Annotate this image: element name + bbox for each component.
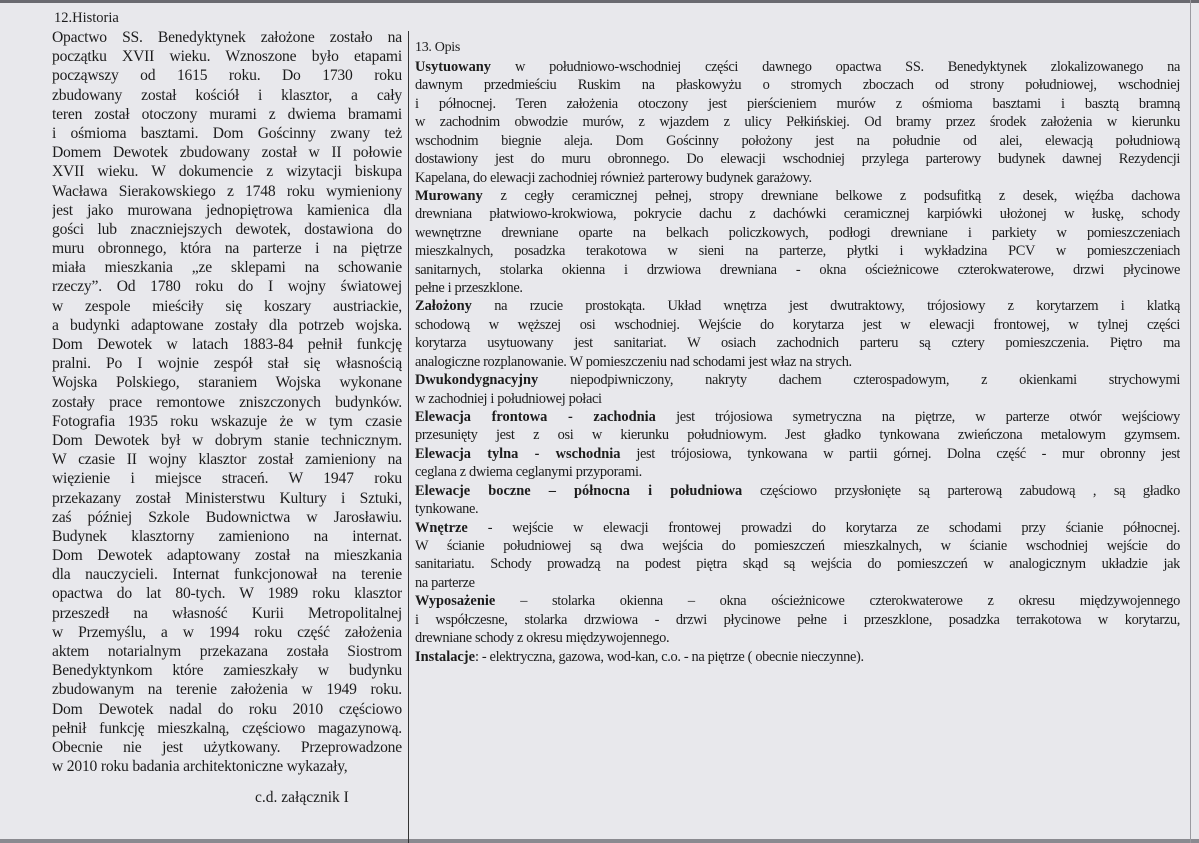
history-line: pralni. Po I wojnie zespół stał się własnością (52, 355, 402, 373)
description-line-text: wewnętrzne drewniane oparte na belkach policzkowych, podłogi drewniane i parkiety w pomieszczeniach (415, 224, 1180, 241)
page-right-border (1190, 0, 1191, 843)
description-line-text: ceglana z dwiema ceglanymi przyporami. (415, 464, 642, 481)
history-line: Wacława Sierakowskiego z 1748 roku wymieniony (52, 182, 402, 200)
description-line-text: - wejście w elewacji frontowej prowadzi do korytarza ze schodami przy ścianie północnej. (467, 519, 1180, 536)
description-line-text: tynkowane. (415, 501, 479, 518)
description-line (415, 334, 1180, 352)
description-line-text: : - elektryczna, gazowa, wod-kan, c.o. - na piętrze ( obecnie nieczynne). (474, 648, 864, 665)
description-line (415, 500, 1180, 518)
history-line: początku XVII wieku. Wznoszone było etapami (52, 48, 402, 66)
description-line (415, 371, 1180, 389)
history-line: dla nauczycieli. Internat funkcjonował na terenie (52, 566, 402, 584)
section-lead-term: Instalacje (415, 648, 475, 665)
description-line-text: z cegły ceramicznej pełnej, stropy drewniane belkowe z podsufitką z desek, więźba dachowa (482, 187, 1180, 204)
history-line: Dom Dewotek adaptowany został na mieszkania (52, 547, 402, 565)
history-line: rzeczy”. Od 1780 roku do I wojny światowej (52, 278, 402, 296)
description-line-text: – stolarka okienna – okna ościeżnicowe czterokwaterowe z okresu międzywojennego (495, 593, 1180, 610)
description-line-text: schodową w węższej osi wschodniej. Wejście do korytarza jest w elewacji frontowej, w tylnej części (415, 316, 1180, 333)
section-lead-term: Założony (415, 298, 472, 315)
description-line (415, 169, 1180, 187)
description-line (415, 353, 1180, 371)
description-line-text: sanitarnych, stolarka okienna i drzwiowa drewniana - okna ościeżnicowe czterokwaterowe, drzwi płycinowe (415, 261, 1180, 278)
description-line-text: częściowo przysłonięte są parterową zabudową , są gładko (742, 482, 1180, 499)
history-line: zbudowany został kościół i klasztor, a cały (52, 86, 402, 104)
section-lead-term: Elewacja tylna - wschodnia (415, 445, 621, 462)
history-line: Opactwo SS. Benedyktynek założone zostało na (52, 29, 402, 46)
history-line: W czasie II wojny klasztor został zamieniony na (52, 451, 402, 469)
description-line-text: mieszkalnych, posadzka terakotowa w sieni na parterze, płytki i wykładzina PCV w pomieszczeniach (415, 243, 1180, 260)
description-line (415, 113, 1180, 131)
description-line-text: wschodnim biegnie aleja. Dom Gościnny położony jest na południe od alei, elewacją południową (415, 132, 1180, 149)
description-line (415, 58, 1180, 76)
description-line-text: analogiczne rozplanowanie. W pomieszczeniu nad schodami jest właz na strych. (415, 353, 852, 370)
history-line: pełnił funkcję mieszkalną, częściowo magazynową. (52, 719, 402, 737)
section-lead-term: Elewacje boczne – północna i południowa (415, 482, 743, 499)
scan-top-edge (0, 0, 1199, 3)
scan-bottom-edge (0, 839, 1199, 843)
history-line: Dom Dewotek był w dobrym stanie technicznym. (52, 431, 402, 449)
description-line (415, 224, 1180, 242)
description-line-text: dawnym przedmieściu Ruskim na płaskowyżu o stromych zboczach od strony południowej, wschodniej (415, 77, 1180, 94)
history-line: zostały prace remontowe zniszczonych budynków. (52, 393, 402, 411)
description-line-text: przesunięty jest z osi w kierunku południowym. Jest gładko tynkowana zwieńczona metalowym gzymsem. (415, 427, 1180, 444)
description-line-text: drewniana płatwiowo-krokwiowa, pokrycie dachu z dachówki ceramicznej karpiówki ułożonej w łuskę, schody (415, 206, 1180, 223)
history-line: w 2010 roku badania architektoniczne wykazały, (52, 758, 348, 776)
description-line (415, 408, 1180, 426)
history-line: Budynek klasztorny zamieniono na internat. (52, 527, 402, 545)
description-line (415, 150, 1180, 168)
description-line (415, 297, 1180, 315)
history-line: XVII wieku. W dokumencie z wizytacji biskupa (52, 163, 402, 181)
history-line: Obecnie nie jest użytkowany. Przeprowadzone (52, 738, 402, 756)
column-divider (408, 31, 409, 843)
description-line-text: i północnej. Teren założenia otoczony jest pierścieniem murów z ośmioma basztami i basztą bramną (415, 95, 1180, 112)
description-line (415, 555, 1180, 573)
description-line (415, 426, 1180, 444)
history-line: przekazany został Ministerstwu Kultury i Sztuki, (52, 489, 402, 507)
history-line: Fotografia 1935 roku wskazuje że w tym czasie (52, 412, 402, 430)
description-line (415, 279, 1180, 297)
history-line: miała mieszkania „ze sklepami na schowanie (52, 259, 402, 277)
description-line (415, 242, 1180, 260)
history-line: Wojska Polskiego, staraniem Wojska wykonane (52, 374, 402, 392)
description-line-text: korytarza usytuowany jest sanitariat. W osiach zachodnich parteru są cztery pomieszczenia. Piętro ma (415, 335, 1180, 352)
history-line: zbudowanym na terenie założenia w 1949 roku. (52, 681, 402, 699)
history-line: Dom Dewotek nadal do roku 2010 częściowo (52, 700, 402, 718)
section-lead-term: Elewacja frontowa - zachodnia (415, 409, 656, 426)
description-line-text: drewniane schody z okresu międzywojennego. (415, 630, 670, 647)
history-line: zaś później Szkole Budownictwa w Jarosławiu. (52, 508, 402, 526)
description-line (415, 132, 1180, 150)
description-line-text: i współczesne, stolarka drzwiowa - drzwi płycinowe pełne i przeszklone, posadzka terrakotowa w korytarzu, (415, 611, 1180, 628)
history-line: aktem notarialnym przekazana została Siostrom (52, 643, 402, 660)
description-line-text: Kapelana, do elewacji zachodniej również parterowy budynek garażowy. (415, 169, 812, 186)
description-line-text: niepodpiwniczony, nakryty dachem czterospadowym, z okienkami strychowymi (538, 372, 1180, 389)
description-line-text: na parterze (415, 574, 475, 591)
description-line-text: w południowo-wschodniej części dawnego opactwa SS. Benedyktynek zlokalizowanego na (490, 59, 1180, 75)
description-line-text: w zachodnim obwodzie murów, z wjazdem z ulicy Pełkińskiej. Od bramy przez środek założenia w kierunku (415, 114, 1180, 131)
history-line: opactwa do lat 80-tych. W 1989 roku klasztor (52, 585, 402, 603)
description-line-text: W ścianie południowej są dwa wejścia do pomieszczeń mieszkalnych, w ścianie wschodniej wejście do (415, 537, 1180, 554)
description-line (415, 261, 1180, 279)
description-column (415, 37, 1180, 666)
description-line (415, 390, 1180, 408)
history-line: i ośmioma basztami. Dom Gościnny zwany też (52, 124, 402, 142)
description-line (415, 648, 1180, 666)
description-line (415, 76, 1180, 94)
description-line (415, 95, 1180, 113)
description-line (415, 592, 1180, 610)
description-line-text: na rzucie prostokąta. Układ wnętrza jest dwutraktowy, trójosiowy z korytarzem i klatką (471, 298, 1180, 315)
history-line: począwszy od 1615 roku. Do 1730 roku (52, 67, 402, 85)
description-line (415, 519, 1180, 537)
section-lead-term: Murowany (415, 187, 483, 204)
history-line: w zespole mieściły się koszary austriackie, (52, 297, 402, 315)
description-line (415, 611, 1180, 629)
description-line (415, 187, 1180, 205)
history-line: Domem Dewotek zbudowany został w II połowie (52, 144, 402, 162)
section-lead-term: Dwukondygnacyjny (415, 372, 539, 389)
history-line: jest jako murowana jednopiętrowa kamienica dla (52, 201, 402, 219)
description-line-text: pełne i przeszklone. (415, 280, 523, 297)
history-heading: 12.Historia (54, 10, 119, 26)
section-lead-term: Wyposażenie (415, 593, 496, 610)
description-line (415, 482, 1180, 500)
history-text (52, 28, 402, 776)
history-line: muru obronnego, która na parterze i na piętrze (52, 240, 402, 258)
description-line-text: sanitariatu. Schody prowadzą na podest piętra skąd są wejścia do pomieszczeń w analogicznym układzie jak (415, 556, 1180, 573)
history-line: więzienie i miejsce straceń. W 1947 roku (52, 470, 402, 488)
description-heading: 13. Opis (415, 40, 461, 55)
history-line: Benedyktynkom które zamieszkały w budynku (52, 662, 402, 680)
description-line-text: dostawiony jest do muru obronnego. Do elewacji wschodniej przylega parterowy budynek dawnej Rezydencji (415, 151, 1180, 168)
history-line: w Przemyślu, a w 1994 roku część założenia (52, 623, 402, 641)
section-lead-term: Usytuowany (415, 59, 491, 75)
description-line (415, 463, 1180, 481)
description-line-text: jest trójosiowa, tynkowana w partii górnej. Dolna część - mur obronny jest (620, 445, 1180, 462)
history-line: teren został otoczony murami z dwiema bramami (52, 105, 402, 123)
history-line: gości lub znaczniejszych dewotek, dostawiona do (52, 220, 402, 238)
history-line: przeszedł na własność Kurii Metropolitalnej (52, 604, 402, 622)
description-text (415, 58, 1180, 666)
description-line (415, 316, 1180, 334)
section-lead-term: Wnętrze (415, 519, 468, 536)
description-line (415, 537, 1180, 555)
description-line (415, 629, 1180, 647)
continuation-note: c.d. załącznik I (255, 789, 349, 806)
history-line: Dom Dewotek w latach 1883-84 pełnił funkcję (52, 336, 402, 353)
history-line: a budynki adaptowane zostały dla potrzeb wojska. (52, 316, 402, 334)
description-line-text: jest trójosiowa symetryczna na piętrze, w parterze otwór wejściowy (655, 409, 1180, 426)
description-line (415, 445, 1180, 463)
description-line-text: w zachodniej i południowej połaci (415, 390, 602, 407)
description-line (415, 205, 1180, 223)
description-line (415, 574, 1180, 592)
history-column (52, 8, 402, 776)
